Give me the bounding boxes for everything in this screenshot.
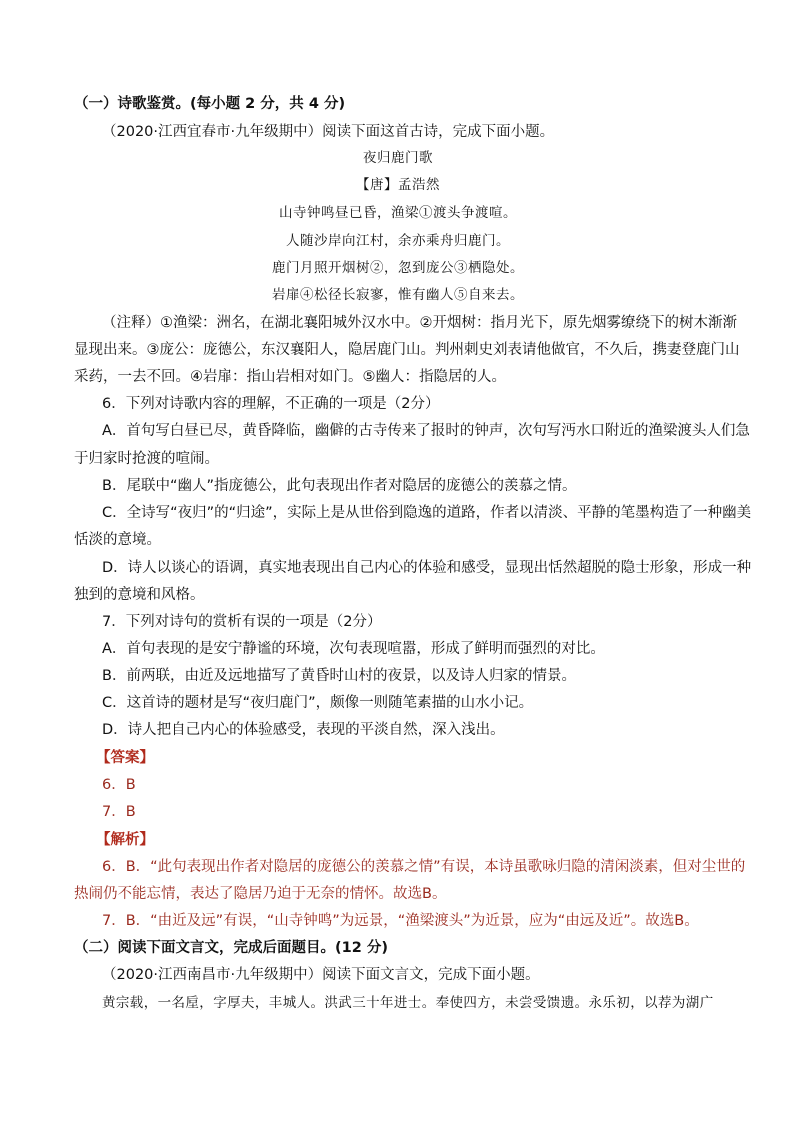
poem-notes: 显现出来。③庞公：庞德公，东汉襄阳人，隐居鹿门山。判州刺史刘表请他做官，不久后，携妻登鹿门山 [74, 342, 740, 358]
question-6-option-d: D．诗人以谈心的语调，真实地表现出自己内心的体验和感受，显现出恬然超脱的隐士形象，形成一种 [102, 560, 752, 576]
question-6-option-c: 恬淡的意境。 [74, 532, 161, 548]
analysis-6: 热闹仍不能忘情，表达了隐居乃迫于无奈的情怀。故选B。 [74, 886, 447, 902]
question-6-stem: 6．下列对诗歌内容的理解，不正确的一项是（2分） [102, 396, 440, 412]
question-6-option-c: C．全诗写“夜归”的“归途”，实际上是从世俗到隐逸的道路，作者以清淡、平静的笔墨构造了一种幽美 [102, 505, 752, 521]
classical-text: 黄宗载，一名垕，字厚夫，丰城人。洪武三十年进士。奉使四方，未尝受馈遗。永乐初，以荐为湖广 [102, 995, 714, 1011]
section2-heading: （二）阅读下面文言文，完成后面题目。(12 分) [74, 940, 388, 956]
analysis-6: 6．B．“此句表现出作者对隐居的庞德公的羡慕之情”有误，本诗虽歌咏归隐的清闲淡素，但对尘世的 [102, 859, 746, 875]
poem-author: 【唐】孟浩然 [356, 177, 440, 193]
section1-source: （2020·江西宜春市·九年级期中）阅读下面这首古诗，完成下面小题。 [102, 124, 555, 140]
poem-title: 夜归鹿门歌 [363, 150, 433, 166]
question-6-option-a: A．首句写白昼已尽，黄昏降临，幽僻的古寺传来了报时的钟声，次句写沔水口附近的渔梁渡头人们急 [102, 423, 750, 439]
question-6-option-b: B．尾联中“幽人”指庞德公，此句表现出作者对隐居的庞德公的羡慕之情。 [102, 478, 577, 494]
question-7-option-d: D．诗人把自己内心的体验感受，表现的平淡自然，深入浅出。 [102, 722, 505, 738]
answer-label: 【答案】 [96, 750, 154, 766]
question-6-option-d: 独到的意境和风格。 [74, 587, 205, 603]
section1-heading: （一）诗歌鉴赏。(每小题 2 分，共 4 分) [74, 96, 346, 112]
poem-line: 人随沙岸向江村，余亦乘舟归鹿门。 [286, 233, 510, 249]
poem-line: 山寺钟鸣昼已昏，渔梁①渡头争渡喧。 [279, 205, 517, 221]
answer-6: 6．B [102, 777, 136, 793]
analysis-label: 【解析】 [96, 832, 154, 848]
question-7-option-a: A．首句表现的是安宁静谧的环境，次句表现喧嚣，形成了鲜明而强烈的对比。 [102, 641, 605, 657]
question-7-stem: 7．下列对诗句的赏析有误的一项是（2分） [102, 614, 382, 630]
question-7-option-b: B．前两联，由近及远地描写了黄昏时山村的夜景，以及诗人归家的情景。 [102, 668, 576, 684]
poem-line: 岩扉④松径长寂寥，惟有幽人⑤自来去。 [272, 287, 524, 303]
section2-source: （2020·江西南昌市·九年级期中）阅读下面文言文，完成下面小题。 [102, 967, 540, 983]
answer-7: 7．B [102, 804, 136, 820]
poem-notes: 采药，一去不回。④岩扉：指山岩相对如门。⑤幽人：指隐居的人。 [74, 369, 506, 385]
poem-notes: （注释）①渔梁：洲名，在湖北襄阳城外汉水中。②开烟树：指月光下，原先烟雾缭绕下的树木渐渐 [102, 315, 737, 331]
question-6-option-a: 于归家时抢渡的喧闹。 [74, 451, 219, 467]
analysis-7: 7．B．“由近及远”有误，“山寺钟鸣”为远景，“渔梁渡头”为近景，应为“由远及近”。故选B。 [102, 913, 699, 929]
question-7-option-c: C．这首诗的题材是写“夜归鹿门”，颇像一则随笔素描的山水小记。 [102, 695, 534, 711]
poem-line: 鹿门月照开烟树②，忽到庞公③栖隐处。 [272, 260, 524, 276]
